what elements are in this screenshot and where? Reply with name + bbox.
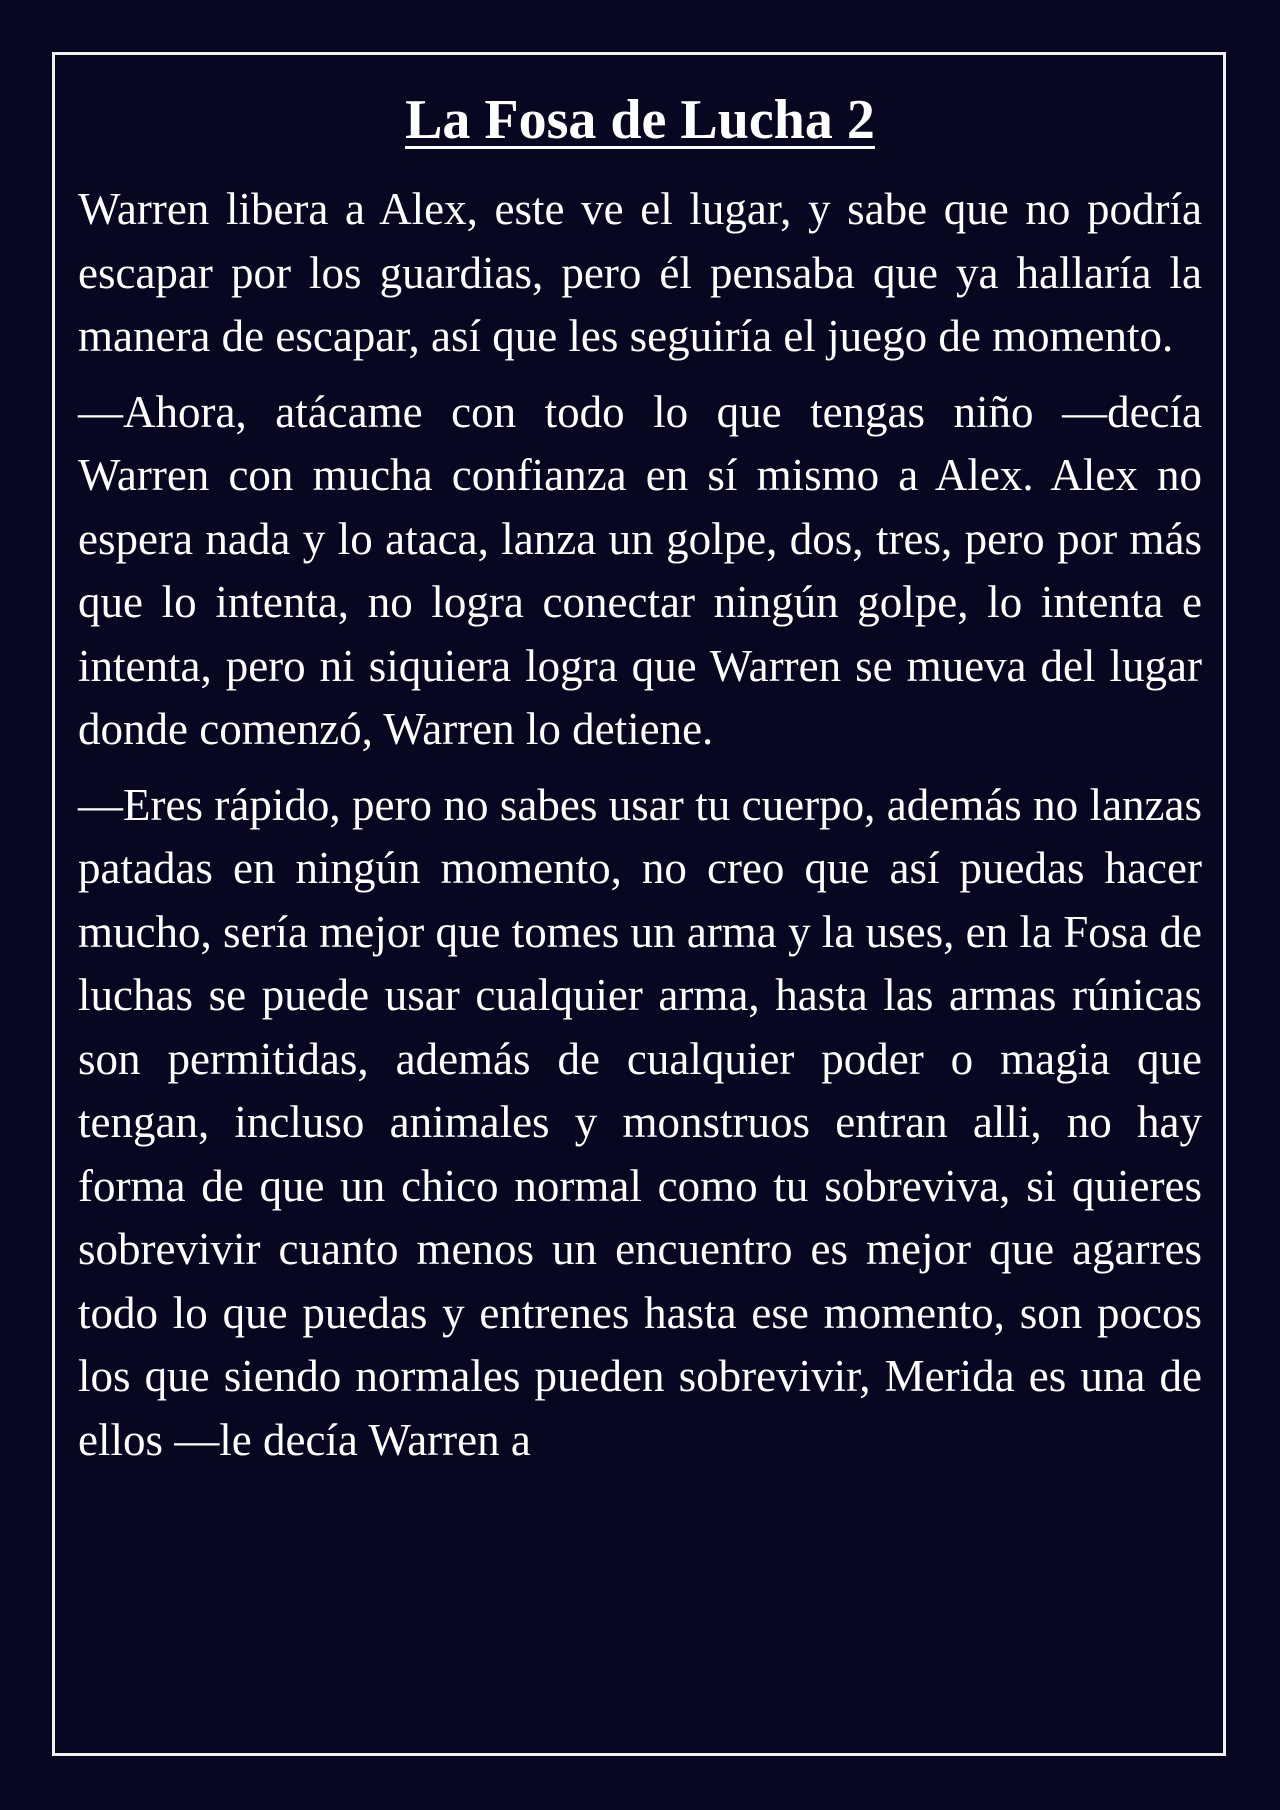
- paragraph-1: Warren libera a Alex, este ve el lugar, y sabe que no podría escapar por los guardias, pero él pensaba que ya hallaría la manera de escapar, así que les seguiría el juego de momento.: [78, 184, 1202, 361]
- story-body: [78, 178, 1202, 1484]
- paragraph-3: —Eres rápido, pero no sabes usar tu cuerpo, además no lanzas patadas en ningún momento, no creo que así puedas hacer mucho, sería mejor que tomes un arma y la uses, en la Fosa de luchas se puede usar cualquier arma, hasta las armas rúnicas son permitidas, además de cualquier poder o magia que tengan, incluso animales y monstruos entran alli, no hay forma de que un chico normal como tu sobreviva, si quieres sobrevivir cuanto menos un encuentro es mejor que agarres todo lo que puedas y entrenes hasta ese momento, son pocos los que siendo normales pueden sobrevivir, Merida es una de ellos —le decía Warren a: [78, 779, 1202, 1465]
- paragraph-2: —Ahora, atácame con todo lo que tengas niño —decía Warren con mucha confianza en sí mismo a Alex. Alex no espera nada y lo ataca, lanza un golpe, dos, tres, pero por más que lo intenta, no logra conectar ningún golpe, lo intenta e intenta, pero ni siquiera logra que Warren se mueva del lugar donde comenzó, Warren lo detiene.: [78, 386, 1202, 754]
- page-title: La Fosa de Lucha 2: [405, 89, 875, 151]
